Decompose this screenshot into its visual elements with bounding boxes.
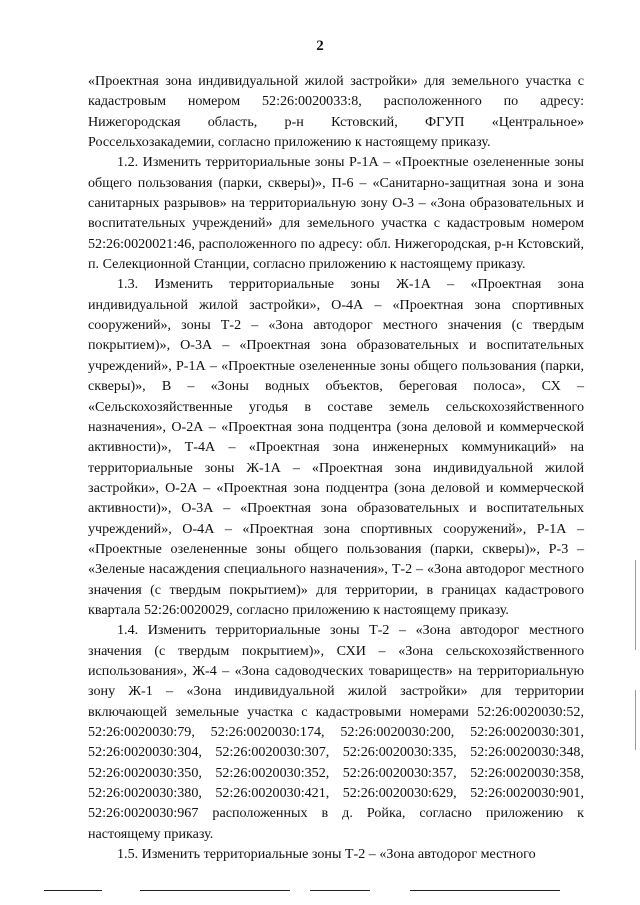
scan-edge-mark (635, 690, 636, 750)
paragraph-1-2: 1.2. Изменить территориальные зоны Р-1А – «Проектные озелененные зоны общего пользования (парки, скверы)», П-6 – «Санитарно-защитная зона и зона санитарных разрывов» на территориальную зону О-3 – «Зона образовательных и воспитательных учреждений» для земельного участка с кадастровым номером 52:26:0020021:46, расположенного по адресу: обл. Нижегородская, р-н Кстовский, п. Селекционной Станции, согласно приложению к настоящему приказу. (88, 154, 584, 273)
paragraph-1-5: 1.5. Изменить территориальные зоны Т-2 – «Зона автодорог местного (117, 846, 536, 863)
page-number: 2 (316, 38, 324, 54)
paragraph-continuation: «Проектная зона индивидуальной жилой застройки» для земельного участка с кадастровым номером 52:26:0020033:8, расположенного по адресу: Нижегородская область, р-н Кстовский, ФГУП «Центральное» Россельхозакадемии, согласно приложению к настоящему приказу. (88, 73, 584, 151)
paragraph-1-3: 1.3. Изменить территориальные зоны Ж-1А – «Проектная зона индивидуальной жилой застройки», О-4А – «Проектная зона спортивных сооружений», зоны Т-2 – «Зона автодорог местного значения (с твердым покрытием)», О-3А – «Проектная зона образовательных и воспитательных учреждений», Р-1А – «Проектные озелененные зоны общего пользования (парки, скверы)», В – «Зоны водных объектов, береговая полоса», СХ – «Сельскохозяйственные угодья в составе земель сельскохозяйственного назначения», О-2А – «Проектная зона подцентра (зона деловой и коммерческой активности)», Т-4А – «Проектная зона инженерных коммуникаций» на территориальные зоны Ж-1А – «Проектная зона индивидуальной жилой застройки», О-2А – «Проектная зона подцентра (зона деловой и коммерческой активности)», О-3А – «Проектная зона образовательных и воспитательных учреждений», О-4А – «Проектная зона спортивных сооружений», Р-1А – «Проектные озелененные зоны общего пользования (парки, скверы)», Р-3 – «Зеленые насаждения специального назначения», Т-2 – «Зона автодорог местного значения (с твердым покрытием)» для территории, в границах кадастрового квартала 52:26:0020029, согласно приложению к настоящему приказу. (88, 276, 584, 618)
scan-edge-mark (635, 560, 636, 650)
paragraph-1-4: 1.4. Изменить территориальные зоны Т-2 – «Зона автодорог местного значения (с твердым покрытием)», СХИ – «Зона сельскохозяйственного использования», Ж-4 – «Зона садоводческих товариществ» на территориальную зону Ж-1 – «Зона индивидуальной жилой застройки» для территории включающей земельные участка с кадастровыми номерами 52:26:0020030:52, 52:26:0020030:79, 52:26:0020030:174, 52:26:0020030:200, 52:26:0020030:301, 52:26:0020030:304, 52:26:0020030:307, 52:26:0020030:335, 52:26:0020030:348, 52:26:0020030:350, 52:26:0020030:352, 52:26:0020030:357, 52:26:0020030:358, 52:26:0020030:380, 52:26:0020030:421, 52:26:0020030:629, 52:26:0020030:901, 52:26:0020030:967 расположенных в д. Ройка, согласно приложению к настоящему приказу. (88, 622, 584, 842)
footer-divider (140, 890, 290, 891)
footer-divider (44, 890, 102, 891)
footer-divider (410, 890, 560, 891)
footer-divider (310, 890, 370, 891)
document-body (88, 71, 584, 864)
